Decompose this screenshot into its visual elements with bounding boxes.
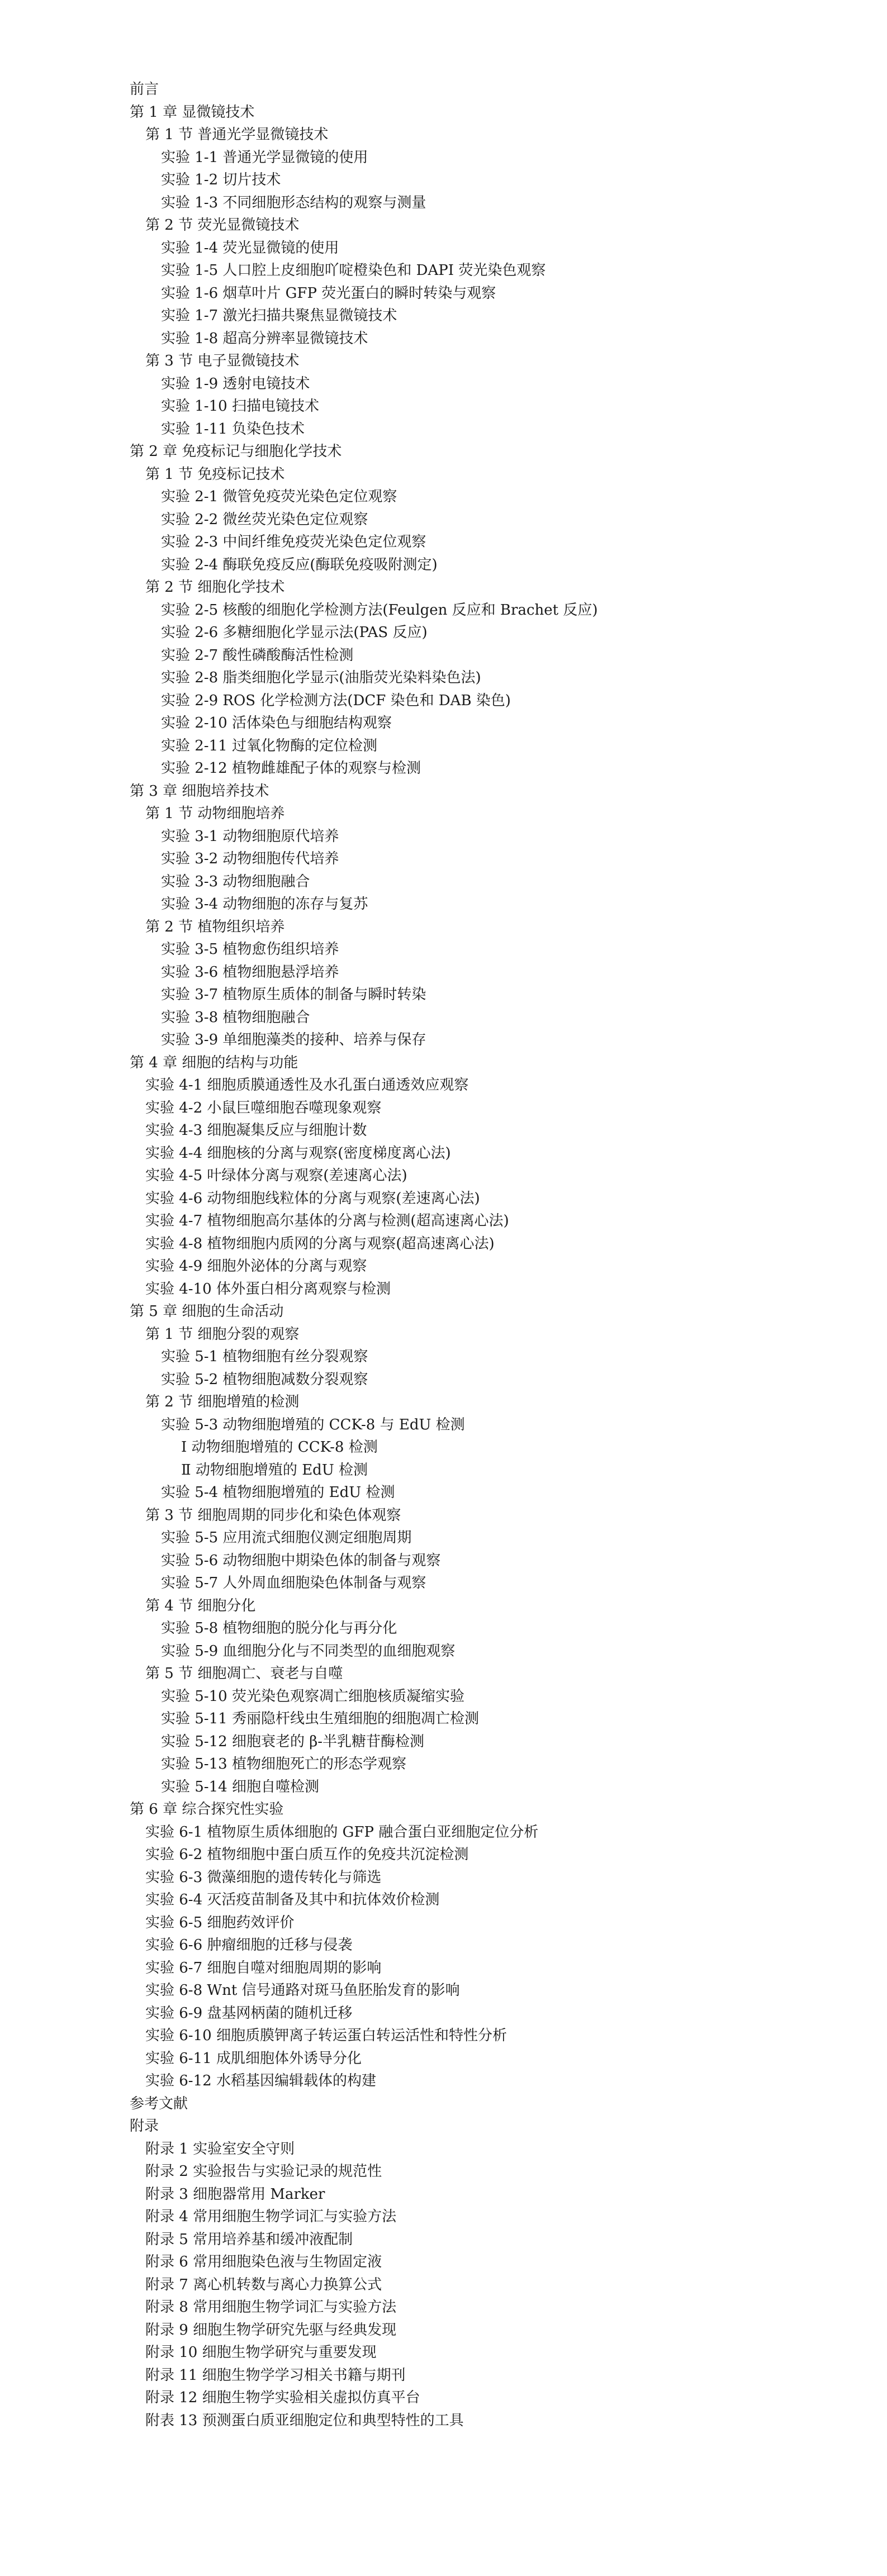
toc-section[interactable]: 实验 6-9 盘基网柄菌的随机迁移 <box>145 2004 353 2022</box>
toc-section[interactable]: 实验 6-6 肿瘤细胞的迁移与侵袭 <box>145 1937 353 1954</box>
toc-experiment[interactable]: 实验 3-8 植物细胞融合 <box>161 1009 310 1026</box>
toc-experiment[interactable]: 实验 5-7 人外周血细胞染色体制备与观察 <box>161 1575 426 1591</box>
toc-experiment[interactable]: 实验 5-11 秀丽隐杆线虫生殖细胞的细胞凋亡检测 <box>161 1710 479 1727</box>
toc-experiment[interactable]: 实验 2-9 ROS 化学检测方法(DCF 染色和 DAB 染色) <box>161 692 511 709</box>
toc-section[interactable]: 实验 6-3 微藻细胞的遗传转化与筛选 <box>145 1869 382 1886</box>
toc-section[interactable]: 附录 1 实验室安全守则 <box>145 2140 295 2157</box>
toc-section[interactable]: 第 5 节 细胞凋亡、衰老与自噬 <box>145 1665 343 1682</box>
toc-chapter[interactable]: 附录 <box>130 2118 159 2135</box>
toc-experiment[interactable]: 实验 1-9 透射电镜技术 <box>161 375 310 392</box>
toc-section[interactable]: 第 1 节 免疫标记技术 <box>145 465 285 483</box>
toc-section[interactable]: 第 1 节 普通光学显微镜技术 <box>145 126 329 143</box>
toc-section[interactable]: 第 1 节 动物细胞培养 <box>145 805 285 822</box>
toc-section[interactable]: 附录 10 细胞生物学研究与重要发现 <box>145 2344 377 2361</box>
toc-experiment[interactable]: 实验 1-11 负染色技术 <box>161 420 305 438</box>
toc-section[interactable]: 实验 4-8 植物细胞内质网的分离与观察(超高速离心法) <box>145 1235 495 1252</box>
toc-chapter[interactable]: 参考文献 <box>130 2095 188 2112</box>
toc-section[interactable]: 附录 9 细胞生物学研究先驱与经典发现 <box>145 2321 397 2339</box>
toc-experiment[interactable]: 实验 2-11 过氧化物酶的定位检测 <box>161 737 377 754</box>
toc-section[interactable]: 附录 12 细胞生物学实验相关虚拟仿真平台 <box>145 2389 420 2406</box>
toc-section[interactable]: 附录 6 常用细胞染色液与生物固定液 <box>145 2254 382 2270</box>
toc-chapter[interactable]: 第 3 章 细胞培养技术 <box>130 782 269 800</box>
toc-experiment[interactable]: 实验 3-6 植物细胞悬浮培养 <box>161 963 339 981</box>
toc-experiment[interactable]: 实验 2-2 微丝荧光染色定位观察 <box>161 511 368 528</box>
toc-chapter[interactable]: 前言 <box>130 81 159 98</box>
toc-experiment[interactable]: 实验 5-9 血细胞分化与不同类型的血细胞观察 <box>161 1642 456 1660</box>
toc-section[interactable]: 附录 8 常用细胞生物学词汇与实验方法 <box>145 2299 397 2316</box>
toc-experiment[interactable]: 实验 2-4 酶联免疫反应(酶联免疫吸附测定) <box>161 556 438 573</box>
toc-chapter[interactable]: 第 4 章 细胞的结构与功能 <box>130 1054 298 1071</box>
toc-section[interactable]: 第 4 节 细胞分化 <box>145 1597 256 1614</box>
toc-section[interactable]: 实验 6-7 细胞自噬对细胞周期的影响 <box>145 1959 382 1976</box>
toc-experiment[interactable]: 实验 5-14 细胞自噬检测 <box>161 1778 319 1795</box>
toc-experiment[interactable]: 实验 1-2 切片技术 <box>161 172 281 188</box>
toc-experiment[interactable]: 实验 2-3 中间纤维免疫荧光染色定位观察 <box>161 534 426 550</box>
toc-experiment[interactable]: 实验 3-5 植物愈伤组织培养 <box>161 941 339 958</box>
toc-experiment[interactable]: 实验 5-6 动物细胞中期染色体的制备与观察 <box>161 1552 441 1569</box>
toc-section[interactable]: 实验 4-7 植物细胞高尔基体的分离与检测(超高速离心法) <box>145 1213 509 1229</box>
toc-section[interactable]: 第 2 节 细胞化学技术 <box>145 579 285 596</box>
toc-section[interactable]: 附录 2 实验报告与实验记录的规范性 <box>145 2163 382 2180</box>
toc-chapter[interactable]: 第 2 章 免疫标记与细胞化学技术 <box>130 443 342 460</box>
toc-section[interactable]: 实验 6-10 细胞质膜钾离子转运蛋白转运活性和特性分析 <box>145 2027 507 2044</box>
toc-section[interactable]: 附录 11 细胞生物学学习相关书籍与期刊 <box>145 2366 406 2384</box>
toc-section[interactable]: 附表 13 预测蛋白质亚细胞定位和典型特性的工具 <box>145 2412 464 2429</box>
toc-experiment[interactable]: 实验 2-12 植物雌雄配子体的观察与检测 <box>161 760 421 777</box>
toc-section[interactable]: 实验 4-5 叶绿体分离与观察(差速离心法) <box>145 1167 407 1184</box>
toc-experiment[interactable]: 实验 5-2 植物细胞减数分裂观察 <box>161 1371 368 1388</box>
toc-chapter[interactable]: 第 1 章 显微镜技术 <box>130 103 255 121</box>
toc-section[interactable]: 实验 4-9 细胞外泌体的分离与观察 <box>145 1258 367 1275</box>
toc-section[interactable]: 第 3 节 细胞周期的同步化和染色体观察 <box>145 1506 401 1524</box>
toc-experiment[interactable]: 实验 1-10 扫描电镜技术 <box>161 398 319 415</box>
toc-section[interactable]: 实验 4-4 细胞核的分离与观察(密度梯度离心法) <box>145 1144 451 1162</box>
toc-section[interactable]: 实验 4-6 动物细胞线粒体的分离与观察(差速离心法) <box>145 1190 480 1207</box>
toc-experiment[interactable]: 实验 2-6 多糖细胞化学显示法(PAS 反应) <box>161 624 428 641</box>
toc-section[interactable]: 附录 4 常用细胞生物学词汇与实验方法 <box>145 2208 397 2225</box>
toc-section[interactable]: 附录 7 离心机转数与离心力换算公式 <box>145 2276 382 2293</box>
toc-experiment[interactable]: 实验 2-1 微管免疫荧光染色定位观察 <box>161 488 397 505</box>
toc-section[interactable]: 实验 4-1 细胞质膜通透性及水孔蛋白通透效应观察 <box>145 1077 469 1094</box>
toc-experiment[interactable]: 实验 1-4 荧光显微镜的使用 <box>161 239 339 256</box>
toc-experiment[interactable]: 实验 1-5 人口腔上皮细胞吖啶橙染色和 DAPI 荧光染色观察 <box>161 262 546 279</box>
toc-experiment[interactable]: 实验 3-9 单细胞藻类的接种、培养与保存 <box>161 1032 426 1048</box>
toc-section[interactable]: 实验 4-3 细胞凝集反应与细胞计数 <box>145 1122 367 1139</box>
toc-experiment[interactable]: 实验 3-1 动物细胞原代培养 <box>161 828 339 845</box>
toc-chapter[interactable]: 第 5 章 细胞的生命活动 <box>130 1303 284 1320</box>
toc-experiment[interactable]: 实验 5-12 细胞衰老的 β-半乳糖苷酶检测 <box>161 1733 425 1750</box>
toc-experiment[interactable]: 实验 3-7 植物原生质体的制备与瞬时转染 <box>161 986 426 1003</box>
toc-subitem[interactable]: Ⅱ 动物细胞增殖的 EdU 检测 <box>181 1461 368 1479</box>
toc-experiment[interactable]: 实验 1-1 普通光学显微镜的使用 <box>161 149 368 166</box>
toc-section[interactable]: 第 2 节 植物组织培养 <box>145 918 285 935</box>
toc-experiment[interactable]: 实验 2-7 酸性磷酸酶活性检测 <box>161 647 354 664</box>
toc-section[interactable]: 实验 6-1 植物原生质体细胞的 GFP 融合蛋白亚细胞定位分析 <box>145 1823 539 1841</box>
toc-section[interactable]: 实验 4-2 小鼠巨噬细胞吞噬现象观察 <box>145 1099 382 1116</box>
toc-subitem[interactable]: Ⅰ 动物细胞增殖的 CCK-8 检测 <box>181 1439 378 1456</box>
toc-experiment[interactable]: 实验 5-13 植物细胞死亡的形态学观察 <box>161 1756 406 1772</box>
toc-section[interactable]: 实验 6-5 细胞药效评价 <box>145 1914 295 1931</box>
toc-experiment[interactable]: 实验 3-2 动物细胞传代培养 <box>161 850 339 867</box>
toc-section[interactable]: 实验 4-10 体外蛋白相分离观察与检测 <box>145 1280 391 1297</box>
table-of-contents <box>130 78 856 2432</box>
toc-experiment[interactable]: 实验 5-8 植物细胞的脱分化与再分化 <box>161 1620 397 1637</box>
toc-section[interactable]: 实验 6-8 Wnt 信号通路对斑马鱼胚胎发育的影响 <box>145 1982 460 1999</box>
toc-experiment[interactable]: 实验 1-3 不同细胞形态结构的观察与测量 <box>161 194 426 211</box>
toc-section[interactable]: 实验 6-2 植物细胞中蛋白质互作的免疫共沉淀检测 <box>145 1846 469 1863</box>
toc-section[interactable]: 第 2 节 细胞增殖的检测 <box>145 1394 300 1410</box>
toc-experiment[interactable]: 实验 1-8 超高分辨率显微镜技术 <box>161 330 368 347</box>
toc-experiment[interactable]: 实验 1-7 激光扫描共聚焦显微镜技术 <box>161 307 397 324</box>
toc-experiment[interactable]: 实验 5-5 应用流式细胞仪测定细胞周期 <box>161 1529 412 1546</box>
toc-section[interactable]: 实验 6-11 成肌细胞体外诱导分化 <box>145 2050 362 2067</box>
toc-experiment[interactable]: 实验 2-10 活体染色与细胞结构观察 <box>161 715 392 731</box>
toc-section[interactable]: 实验 6-4 灭活疫苗制备及其中和抗体效价检测 <box>145 1891 440 1908</box>
toc-section[interactable]: 第 2 节 荧光显微镜技术 <box>145 217 300 234</box>
toc-experiment[interactable]: 实验 5-4 植物细胞增殖的 EdU 检测 <box>161 1484 395 1501</box>
toc-experiment[interactable]: 实验 2-5 核酸的细胞化学检测方法(Feulgen 反应和 Brachet 反应) <box>161 601 598 619</box>
toc-experiment[interactable]: 实验 3-3 动物细胞融合 <box>161 873 310 890</box>
toc-experiment[interactable]: 实验 2-8 脂类细胞化学显示(油脂荧光染料染色法) <box>161 669 481 686</box>
toc-experiment[interactable]: 实验 5-1 植物细胞有丝分裂观察 <box>161 1348 368 1365</box>
toc-section[interactable]: 实验 6-12 水稻基因编辑载体的构建 <box>145 2073 376 2089</box>
toc-experiment[interactable]: 实验 1-6 烟草叶片 GFP 荧光蛋白的瞬时转染与观察 <box>161 284 496 302</box>
toc-section[interactable]: 第 3 节 电子显微镜技术 <box>145 353 300 369</box>
toc-section[interactable]: 附录 5 常用培养基和缓冲液配制 <box>145 2231 353 2248</box>
toc-chapter[interactable]: 第 6 章 综合探究性实验 <box>130 1801 284 1818</box>
toc-section[interactable]: 第 1 节 细胞分裂的观察 <box>145 1325 300 1343</box>
toc-experiment[interactable]: 实验 5-10 荧光染色观察凋亡细胞核质凝缩实验 <box>161 1688 464 1705</box>
toc-experiment[interactable]: 实验 5-3 动物细胞增殖的 CCK-8 与 EdU 检测 <box>161 1416 465 1433</box>
toc-experiment[interactable]: 实验 3-4 动物细胞的冻存与复苏 <box>161 896 368 912</box>
toc-section[interactable]: 附录 3 细胞器常用 Marker <box>145 2185 325 2203</box>
